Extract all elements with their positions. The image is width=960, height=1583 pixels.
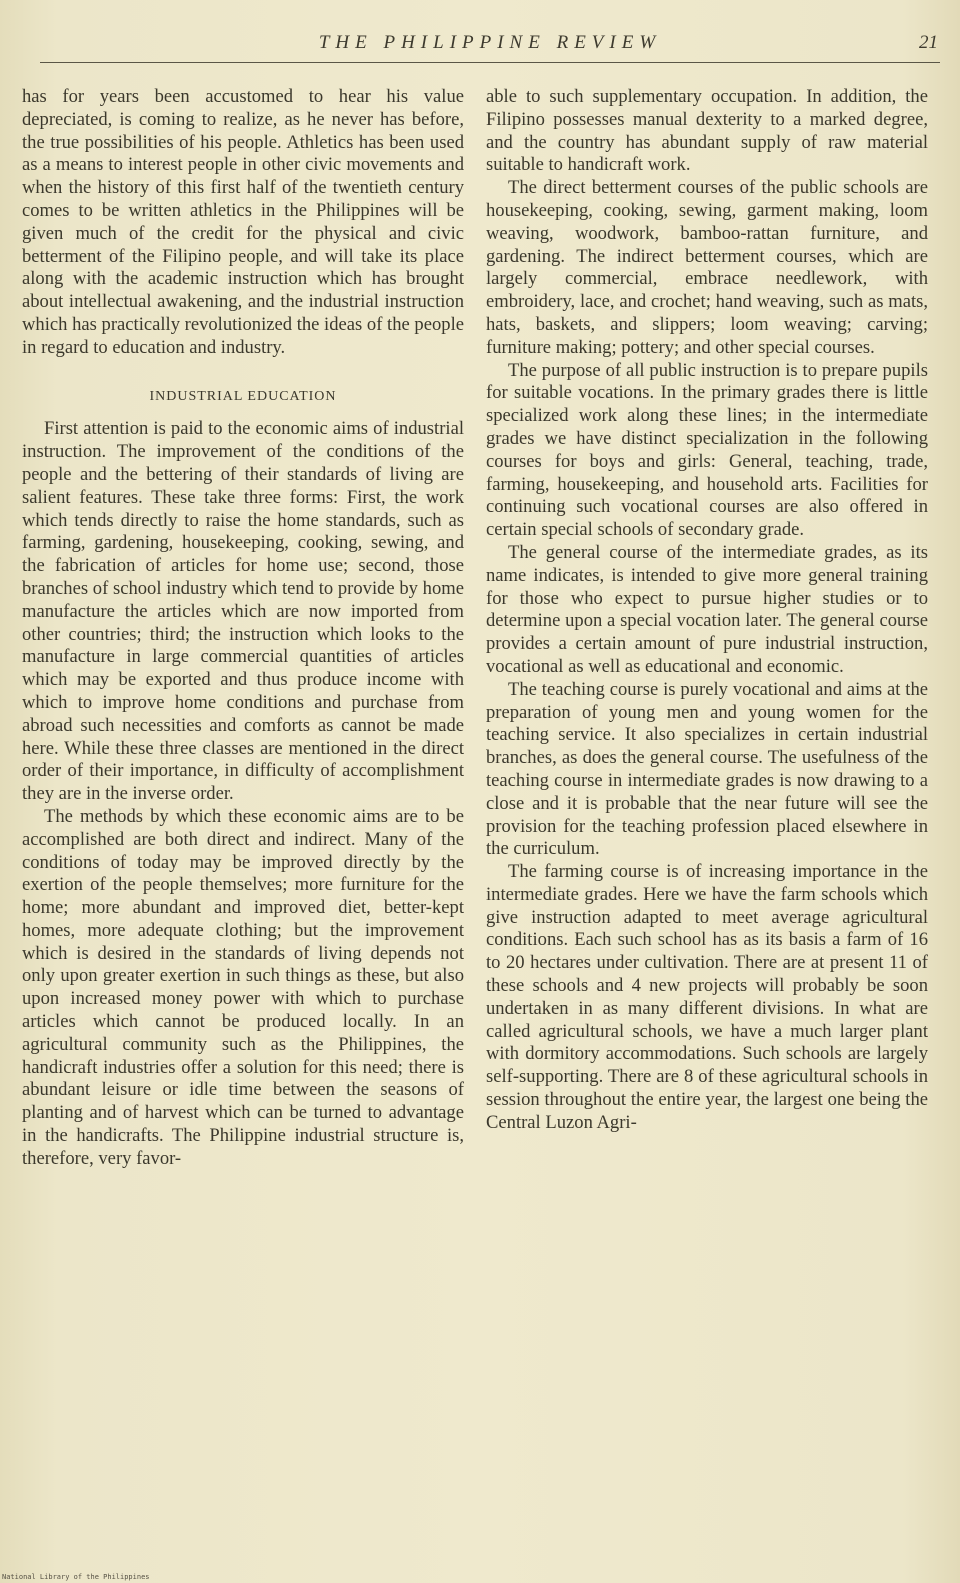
paragraph: The methods by which these economic aims are to be accomplished are both direct and indirect. Many of the conditions of today may be improved directly by the exertion of the people themselves; more furniture for the home; more abundant and improved diet, better-kept homes, more adequate clothing; but the improvement which is desired in the standards of living depends not only upon greater exertion in such things as these, but also upon increased money power with which to purchase articles which cannot be produced locally. In an agricultural community such as the Philippines, the handicraft industries offer a solution for this need; there is abundant leisure or idle time between the seasons of planting and of harvest which can be turned to advantage in the handicrafts. The Philippine industrial structure is, therefore, very favor- xyxy=(22,805,464,1169)
page-number: 21 xyxy=(919,32,938,53)
page-header xyxy=(40,30,940,63)
paragraph: The general course of the intermediate grades, as its name indicates, is intended to give more general training for those who expect to pursue higher studies or to determine upon a special vocation later. The general course provides a certain amount of pure industrial instruction, vocational as well as educational and economic. xyxy=(486,541,928,677)
paragraph: First attention is paid to the economic aims of industrial instruction. The improvement of the conditions of the people and the bettering of their standards of living are salient features. These take three forms: First, the work which tends directly to raise the home standards, such as farming, gardening, housekeeping, cooking, sewing, and the fabrication of articles for home use; second, those branches of school industry which tend to provide by home manufacture the articles which are now imported from other countries; third; the instruction which looks to the manufacture in large commercial quantities of articles which may be exported and thus produce income with which to improve home conditions and purchase from abroad such necessities and comforts as cannot be made here. While these three classes are mentioned in the direct order of their importance, in difficulty of accomplishment they are in the inverse order. xyxy=(22,418,464,805)
paragraph: The direct betterment courses of the public schools are housekeeping, cooking, sewing, garment making, loom weaving, woodwork, bamboo-rattan furniture, and gardening. The indirect betterment courses, which are largely commercial, embrace needlework, with embroidery, lace, and crochet; hand weaving, such as mats, hats, baskets, and slippers; loom weaving; carving; furniture making; pottery; and other special courses. xyxy=(486,177,928,358)
running-title: THE PHILIPPINE REVIEW xyxy=(318,32,662,53)
right-column xyxy=(486,86,928,1135)
paragraph: able to such supplementary occupation. In addition, the Filipino possesses manual dexterity to a marked degree, and the country has abundant supply of raw material suitable to handicraft work. xyxy=(486,86,928,176)
left-column xyxy=(22,86,464,1171)
section-heading: INDUSTRIAL EDUCATION xyxy=(149,388,337,404)
paragraph: The teaching course is purely vocational and aims at the preparation of young men and young women for the teaching service. It also specializes in certain industrial branches, as does the general course. The usefulness of the teaching course in intermediate grades is now drawing to a close and it is probable that the near future will see the provision for the teaching profession placed elsewhere in the curriculum. xyxy=(486,678,928,860)
paragraph: The purpose of all public instruction is to prepare pupils for suitable vocations. In the primary grades there is little specialized work along these lines; in the intermediate grades we have distinct specialization in the following courses for boys and girls: General, teaching, trade, farming, housekeeping, and household arts. Facilities for continuing such vocational courses are also offered in certain special schools of secondary grade. xyxy=(486,359,928,541)
paragraph: has for years been accustomed to hear his value depreciated, is coming to realize, as he never has before, the true possibilities of his people. Athletics has been used as a means to interest people in other civic movements and when the history of this first half of the twentieth century comes to be written athletics in the Philippines will be given much of the credit for the physical and civic betterment of the Filipino people, and will take its place along with the academic instruction which has brought about intellectual awakening, and the industrial instruction which has practically revolutionized the ideas of the people in regard to education and industry. xyxy=(22,86,464,358)
paragraph: The farming course is of increasing importance in the intermediate grades. Here we have the farm schools which give instruction adapted to meet average agricultural conditions. Each such school has as its basis a farm of 16 to 20 hectares under cultivation. There are at present 11 of these schools and 4 new projects will probably be soon undertaken in as many different divisions. In what are called agricultural schools, we have a much larger plant with dormitory accommodations. Such schools are largely self-supporting. There are 8 of these agricultural schools in session throughout the entire year, the largest one being the Central Luzon Agri- xyxy=(486,861,928,1133)
library-credit: National Library of the Philippines xyxy=(2,1573,150,1581)
